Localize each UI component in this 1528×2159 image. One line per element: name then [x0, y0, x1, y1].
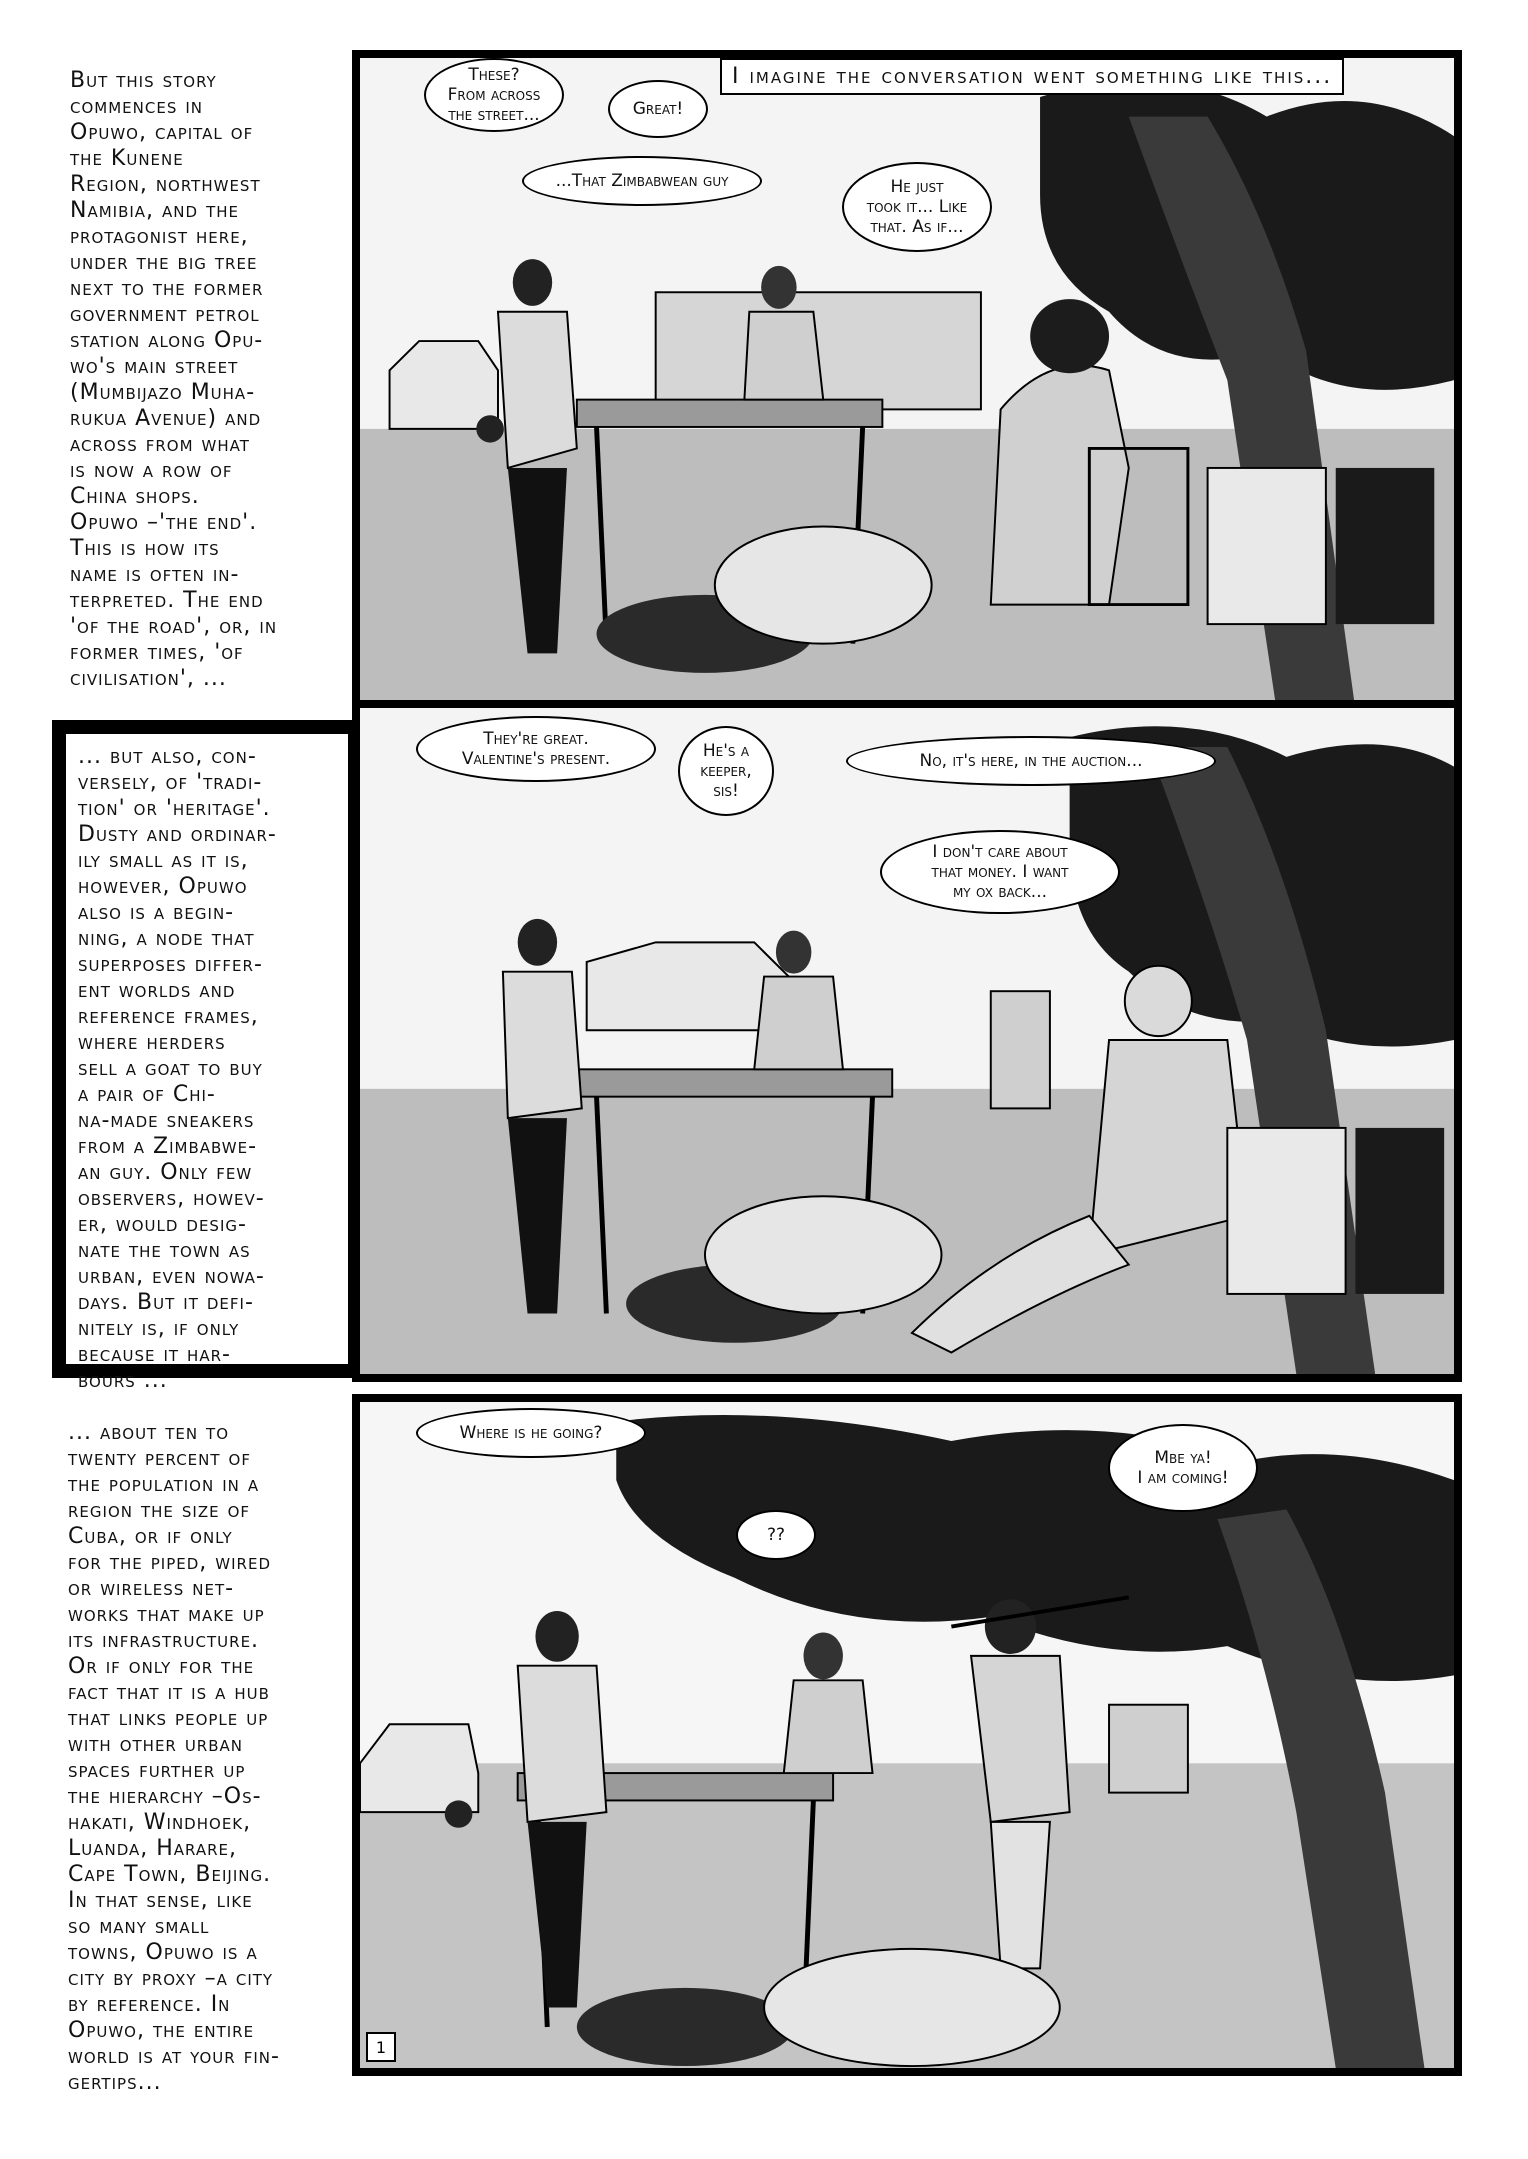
- panel-2-bubble-ox-back: I don't care about that money. I want my ox back...: [880, 830, 1120, 914]
- panel-3-bubble-question: ??: [736, 1510, 816, 1560]
- panel-1-illustration: [360, 58, 1454, 710]
- panel-2-bubble-valentines: They're great. Valentine's present.: [416, 716, 656, 782]
- panel-2-illustration: [360, 708, 1454, 1374]
- panel-1-bubble-these: These? From across the street...: [424, 58, 564, 132]
- panel-1-bubble-zimbabwean: ...That Zimbabwean guy: [522, 156, 762, 206]
- panel-3-bubble-mbe-ya: Mbe ya! I am coming!: [1108, 1424, 1258, 1512]
- panel-3-bubble-where-going: Where is he going?: [416, 1408, 646, 1458]
- panel-3: [352, 1394, 1462, 2076]
- page-number: 1: [366, 2032, 396, 2062]
- caption-top: But this story commences in Opuwo, capital of the Kunene Region, northwest Namibia, and the protagonist here, under the big tree next to the former government petrol station along Opu- wo's main street (Mumbijazo Muha- rukua Avenue) and across from what is now a row of China shops. Opuwo –'the end'. This is how its name is often in- terpreted. The end 'of the road', or, in former times, 'of civilisation', ...: [70, 68, 278, 691]
- panel-2-bubble-auction: No, it's here, in the auction...: [846, 736, 1216, 786]
- panel-2-bubble-keeper: He's a keeper, sis!: [678, 726, 774, 816]
- panel-1: [352, 50, 1462, 718]
- caption-middle: ... but also, con- versely, of 'tradi- tion' or 'heritage'. Dusty and ordinar- ily small as it is, however, Opuwo also is a begin- ning, a node that superposes differ- ent worlds and reference frames, where herders sell a goat to buy a pair of Chi- na-made sneakers from a Zimbabwe- an guy. Only few observers, howev- er, would desig- nate the town as urban, even nowa- days. But it defi- nitely is, if only because it har- bours ...: [52, 720, 362, 1378]
- panel-1-bubble-great: Great!: [608, 80, 708, 138]
- panel-1-bubble-he-just: He just took it... Like that. As if...: [842, 162, 992, 252]
- panel-2: [352, 700, 1462, 1382]
- caption-bottom: ... about ten to twenty percent of the population in a region the size of Cuba, or if only for the piped, wired or wireless net- works that make up its infrastructure. Or if only for the fact that it is a hub that links people up with other urban spaces further up the hierarchy –Os- hakati, Windhoek, Luanda, Harare, Cape Town, Beijing. In that sense, like so many small towns, Opuwo is a city by proxy –a city by reference. In Opuwo, the entire world is at your fin- gertips...: [68, 1420, 280, 2095]
- panel-3-illustration: [360, 1402, 1454, 2068]
- panel-1-narration: I imagine the conversation went something like this...: [720, 58, 1344, 95]
